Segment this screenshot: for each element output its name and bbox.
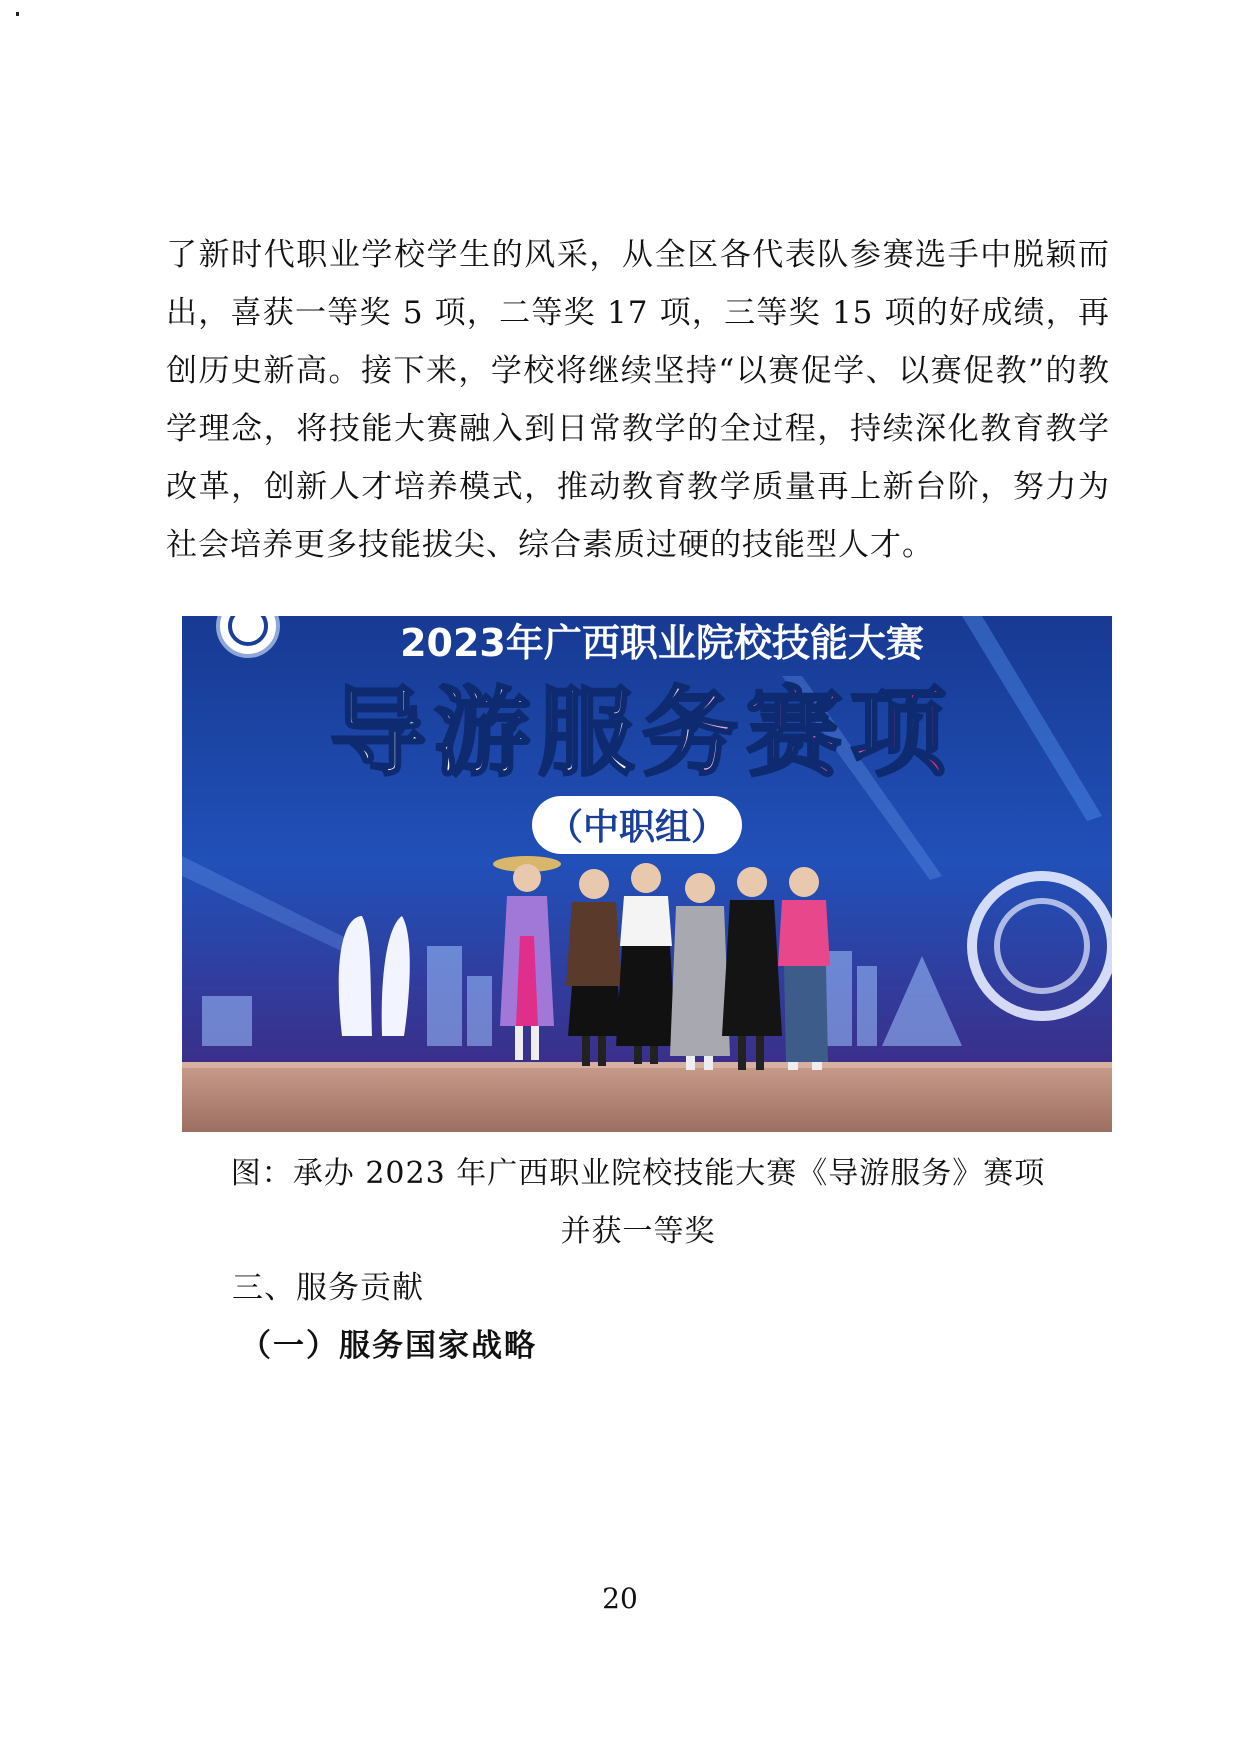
- event-photo: [182, 616, 1112, 1132]
- logo-icon: [218, 616, 278, 656]
- section-heading: 三、服务贡献: [232, 1270, 424, 1306]
- subsection-heading: （一）服务国家战略: [240, 1328, 537, 1364]
- figure-caption-line-2: 并获一等奖: [560, 1214, 716, 1249]
- figure-caption: 图：承办 2023 年广西职业院校技能大赛《导游服务》赛项: [230, 1156, 1046, 1191]
- banner-line-1: 2023年广西职业院校技能大赛: [400, 621, 924, 665]
- page-number: 20: [602, 1582, 638, 1615]
- ground: [182, 1066, 1112, 1132]
- banner-line-3: （中职组）: [546, 807, 728, 848]
- corner-mark: [16, 12, 19, 16]
- banner-line-2: 导游服务赛项: [330, 677, 954, 789]
- body-paragraph: 了新时代职业学校学生的风采，从全区各代表队参赛选手中脱颖而出，喜获一等奖 5 项，二等奖 17 项，三等奖 15 项的好成绩，再创历史新高。接下来，学校将继续坚持“以赛促学、以赛促教”的教学理念，将技能大赛融入到日常教学的全过程，持续深化教育教学改革，创新人才培养模式，推动教育教学质量再上新台阶，努力为社会培养更多技能拔尖、综合素质过硬的技能型人才。: [166, 237, 1110, 563]
